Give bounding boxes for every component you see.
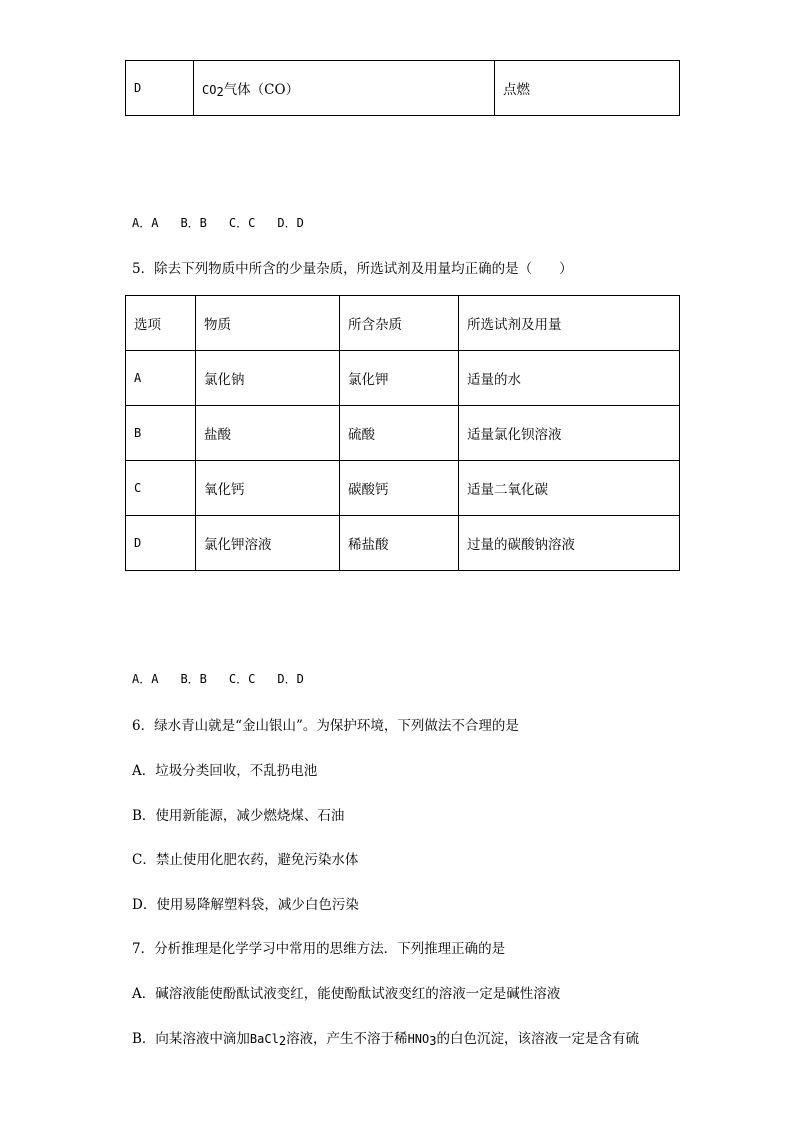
- option-b[interactable]: B．B: [180, 672, 207, 686]
- table-cell: 适量的水: [459, 351, 680, 406]
- table-cell: 氯化钾: [340, 351, 459, 406]
- header-cell: 所含杂质: [340, 296, 459, 351]
- header-cell: 物质: [196, 296, 340, 351]
- header-cell: 所选试剂及用量: [459, 296, 680, 351]
- table-cell: 适量氯化钡溶液: [459, 406, 680, 461]
- option-c[interactable]: C．C: [228, 216, 256, 230]
- option-cell: D: [126, 516, 196, 571]
- option-cell: C: [126, 461, 196, 516]
- table-row: [126, 351, 680, 406]
- table-cell: 适量二氧化碳: [459, 461, 680, 516]
- table-cell: 过量的碳酸钠溶液: [459, 516, 680, 571]
- table-cell: 盐酸: [196, 406, 340, 461]
- table-row: [126, 61, 680, 116]
- q6-choice-a[interactable]: A．垃圾分类回收，不乱扔电池: [132, 763, 318, 779]
- prev-question-table: [125, 60, 680, 116]
- q7-choice-a[interactable]: A．碱溶液能使酚酞试液变红，能使酚酞试液变红的溶液一定是碱性溶液: [132, 986, 561, 1002]
- q6-stem: 6．绿水青山就是“金山银山”。为保护环境，下列做法不合理的是: [132, 718, 519, 734]
- table-cell: 稀盐酸: [340, 516, 459, 571]
- q7-choice-b[interactable]: B．向某溶液中滴加BaCl$_2$溶液，产生不溶于稀$HNO_3$的白色沉淀，该溶液一定是含有硫: [132, 1031, 639, 1048]
- q4-options: [132, 214, 326, 231]
- option-b[interactable]: B．B: [180, 216, 207, 230]
- table-row: [126, 516, 680, 571]
- method-cell: 点燃: [495, 61, 680, 116]
- q5-options: [132, 670, 326, 687]
- table-cell: 氯化钠: [196, 351, 340, 406]
- option-d[interactable]: D．D: [277, 672, 304, 686]
- option-d[interactable]: D．D: [277, 216, 304, 230]
- q6-choice-d[interactable]: D．使用易降解塑料袋，减少白色污染: [132, 897, 359, 913]
- table-cell: 硫酸: [340, 406, 459, 461]
- table-header-row: [126, 296, 680, 351]
- table-row: [126, 461, 680, 516]
- option-a[interactable]: A．A: [132, 672, 159, 686]
- q5-stem: 5．除去下列物质中所含的少量杂质，所选试剂及用量均正确的是（ ）: [132, 261, 573, 277]
- table-cell: 碳酸钙: [340, 461, 459, 516]
- header-cell: 选项: [126, 296, 196, 351]
- substance-cell: $CO_2$气体（CO）: [194, 61, 495, 116]
- q6-choice-c[interactable]: C．禁止使用化肥农药，避免污染水体: [132, 852, 359, 868]
- option-cell: B: [126, 406, 196, 461]
- table-cell: 氯化钾溶液: [196, 516, 340, 571]
- table-cell: 氧化钙: [196, 461, 340, 516]
- q7-stem: 7．分析推理是化学学习中常用的思维方法．下列推理正确的是: [132, 941, 506, 957]
- q6-choice-b[interactable]: B．使用新能源，减少燃烧煤、石油: [132, 808, 345, 824]
- option-cell: D: [126, 61, 194, 116]
- option-cell: A: [126, 351, 196, 406]
- option-c[interactable]: C．C: [228, 672, 256, 686]
- q5-table: [125, 295, 680, 571]
- option-a[interactable]: A．A: [132, 216, 159, 230]
- table-row: [126, 406, 680, 461]
